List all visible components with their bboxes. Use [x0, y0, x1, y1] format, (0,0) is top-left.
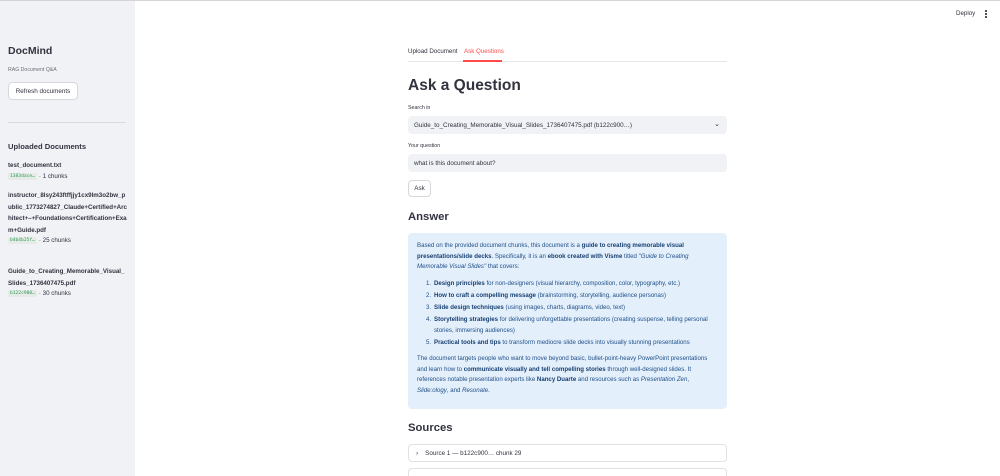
sidebar — [0, 1, 135, 476]
source-label: Source 1 — b122c900… chunk 29 — [425, 449, 522, 457]
document-chunk-count: · 1 chunks — [38, 172, 68, 180]
app-title: DocMind — [8, 45, 53, 57]
answer-list-item: 5. Practical tools and tips to transform mediocre slide decks into visually stunning presentations — [426, 339, 690, 347]
tab-ask-questions[interactable]: Ask Questions — [464, 48, 504, 55]
document-chunk-count: · 25 chunks — [38, 237, 71, 244]
sidebar-divider — [8, 122, 126, 123]
sources-heading: Sources — [408, 422, 453, 434]
chevron-down-icon: ⌄ — [714, 121, 720, 128]
answer-list-item: 3. Slide design techniques (using images, charts, diagrams, video, text) — [426, 304, 626, 312]
deploy-button[interactable]: Deploy — [956, 10, 976, 17]
ask-button[interactable]: Ask — [408, 180, 431, 197]
answer-list — [426, 279, 718, 349]
document-item — [8, 190, 128, 244]
document-select-value: Guide_to_Creating_Memorable_Visual_Slides_1736407475.pdf (b122c900…) — [414, 121, 632, 129]
source-expander-next[interactable] — [408, 468, 727, 476]
document-id-badge: 1383dace… — [10, 173, 35, 179]
answer-box — [408, 233, 727, 409]
document-name: test_document.txt — [8, 162, 62, 169]
document-select[interactable] — [408, 116, 727, 134]
document-name: Guide_to_Creating_Memorable_Visual_Slides_1736407475.pdf — [8, 268, 125, 287]
document-meta — [8, 173, 128, 180]
document-meta — [8, 237, 128, 244]
document-item — [8, 160, 128, 180]
tab-upload-document[interactable]: Upload Document — [408, 48, 458, 55]
answer-heading: Answer — [408, 211, 449, 223]
question-label: Your question — [408, 143, 441, 149]
document-id-badge: b122c900… — [10, 291, 35, 296]
refresh-documents-button[interactable]: Refresh documents — [8, 82, 78, 100]
answer-intro: Based on the provided document chunks, this document is a guide to creating memorable visual presentations/slide decks. Specifically, it is an ebook created with Visme titled "Guide to Creating Memorable Visual Slides" that covers: — [417, 242, 689, 271]
chevron-right-icon: › — [416, 449, 419, 457]
question-input[interactable]: what is this document about? — [408, 154, 727, 172]
page-title: Ask a Question — [408, 77, 521, 94]
source-expander[interactable] — [408, 444, 727, 462]
answer-list-item: 1. Design principles for non-designers (visual hierarchy, composition, color, typography, etc.) — [426, 280, 680, 288]
app-subtitle: RAG Document Q&A — [8, 67, 57, 73]
document-id-badge: b4b4b25f… — [10, 238, 35, 243]
document-name: instructor_8lsy243ftffjjy1cx9lm3o2bw_public_1773274827_Claude+Certified+Architect+–+Foundations+Certification+Exam+Guide.pdf — [8, 192, 128, 234]
uploaded-documents-heading: Uploaded Documents — [8, 142, 87, 151]
search-in-label: Search in — [408, 105, 431, 111]
answer-summary: The document targets people who want to move beyond basic, bullet-point-heavy PowerPoint presentations and learn how to communicate visually and tell compelling stories through well-designed slides. It references notable presentation experts like Nancy Duarte and resources such as Presentation Zen, Slide:ology, and Resonate. — [417, 354, 708, 394]
document-chunk-count: · 30 chunks — [38, 290, 71, 297]
active-tab-indicator — [463, 60, 502, 62]
main-menu-icon[interactable] — [983, 9, 989, 19]
answer-list-item: 2. How to craft a compelling message (brainstorming, storytelling, audience personas) — [426, 292, 667, 300]
document-item — [8, 266, 128, 297]
answer-list-item: 4. Storytelling strategies for delivering unforgettable presentations (creating suspense, telling personal stories, immersing audiences) — [426, 316, 708, 335]
document-meta — [8, 290, 128, 297]
tab-bar — [408, 46, 727, 62]
